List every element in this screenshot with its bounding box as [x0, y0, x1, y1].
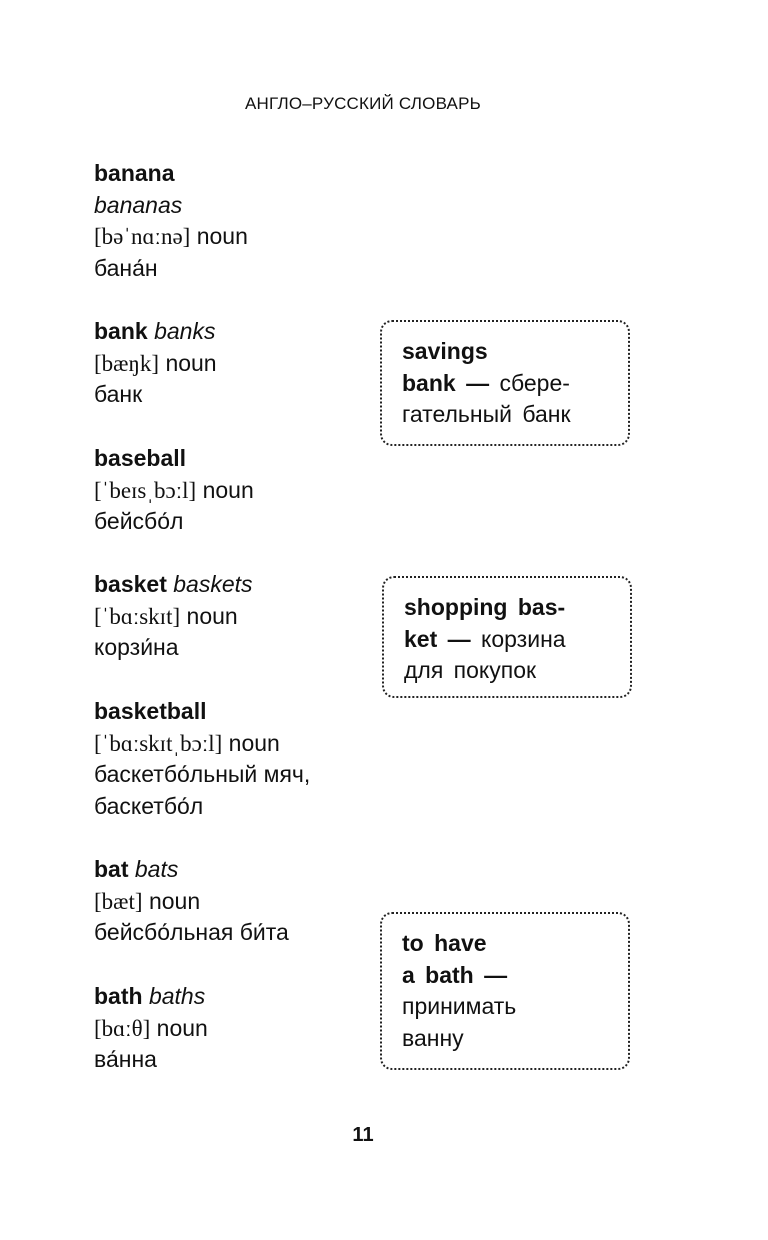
page-number: 11	[352, 1124, 374, 1146]
translation: баскетбо́льный мяч,	[94, 761, 311, 787]
entry-bank	[94, 316, 217, 411]
plural-form: baskets	[173, 571, 253, 597]
phrase-translation: сбере-	[499, 369, 570, 396]
transcription: [ˈbɑːskɪt]	[94, 603, 181, 629]
phrase-box-to-have-a-bath	[380, 912, 630, 1070]
transcription: [bɑːθ]	[94, 1015, 151, 1041]
entry-banana	[94, 158, 248, 284]
transcription: [bæŋk]	[94, 350, 160, 376]
transcription: [bæt]	[94, 888, 143, 914]
transcription: [bəˈnɑːnə]	[94, 224, 191, 249]
phrase-bold: bank —	[402, 369, 490, 396]
part-of-speech: noun	[228, 729, 280, 756]
translation: ва́нна	[94, 1046, 157, 1072]
phrase-box-shopping-basket	[382, 576, 632, 698]
entry-bat	[94, 854, 289, 949]
part-of-speech: noun	[202, 476, 254, 503]
phrase-translation: ванну	[402, 1024, 464, 1051]
plural-form: banks	[154, 318, 216, 344]
phrase-translation: принимать	[402, 993, 517, 1019]
translation: бейсбо́льная би́та	[94, 919, 289, 945]
headword: basket	[94, 571, 167, 597]
part-of-speech: noun	[186, 602, 238, 629]
plural-form: bats	[134, 856, 179, 882]
translation: бана́н	[94, 254, 158, 281]
translation: банк	[94, 381, 143, 407]
plural-form: bananas	[94, 191, 183, 218]
phrase-translation: корзина	[481, 625, 566, 652]
translation: корзи́на	[94, 634, 179, 660]
entry-bath	[94, 981, 208, 1076]
headword: bat	[94, 856, 129, 882]
headword: baseball	[94, 445, 187, 471]
phrase-bold: shopping bas-	[404, 594, 566, 620]
part-of-speech: noun	[148, 887, 201, 914]
entry-baseball	[94, 443, 254, 538]
transcription: [ˈbeɪsˌbɔːl]	[94, 477, 197, 503]
phrase-bold: ket —	[404, 625, 471, 652]
entry-basket	[94, 569, 253, 664]
part-of-speech: noun	[196, 223, 248, 249]
entry-basketball	[94, 696, 310, 822]
headword: banana	[94, 160, 175, 186]
translation: баскетбо́л	[94, 792, 204, 819]
part-of-speech: noun	[165, 349, 217, 376]
phrase-bold: to have	[402, 930, 487, 956]
transcription: [ˈbɑːskɪtˌbɔːl]	[94, 730, 223, 756]
headword: bath	[94, 983, 143, 1009]
part-of-speech: noun	[156, 1014, 208, 1041]
phrase-translation: гательный банк	[402, 401, 571, 427]
page-header: АНГЛО–РУССКИЙ СЛОВАРЬ	[245, 94, 481, 113]
phrase-bold: savings	[402, 338, 488, 364]
headword: bank	[94, 318, 148, 344]
phrase-bold: a bath —	[402, 961, 508, 988]
phrase-translation: для покупок	[404, 657, 537, 683]
plural-form: baths	[148, 983, 206, 1009]
phrase-box-savings-bank	[380, 320, 630, 446]
translation: бейсбо́л	[94, 508, 184, 534]
headword: basketball	[94, 698, 207, 724]
